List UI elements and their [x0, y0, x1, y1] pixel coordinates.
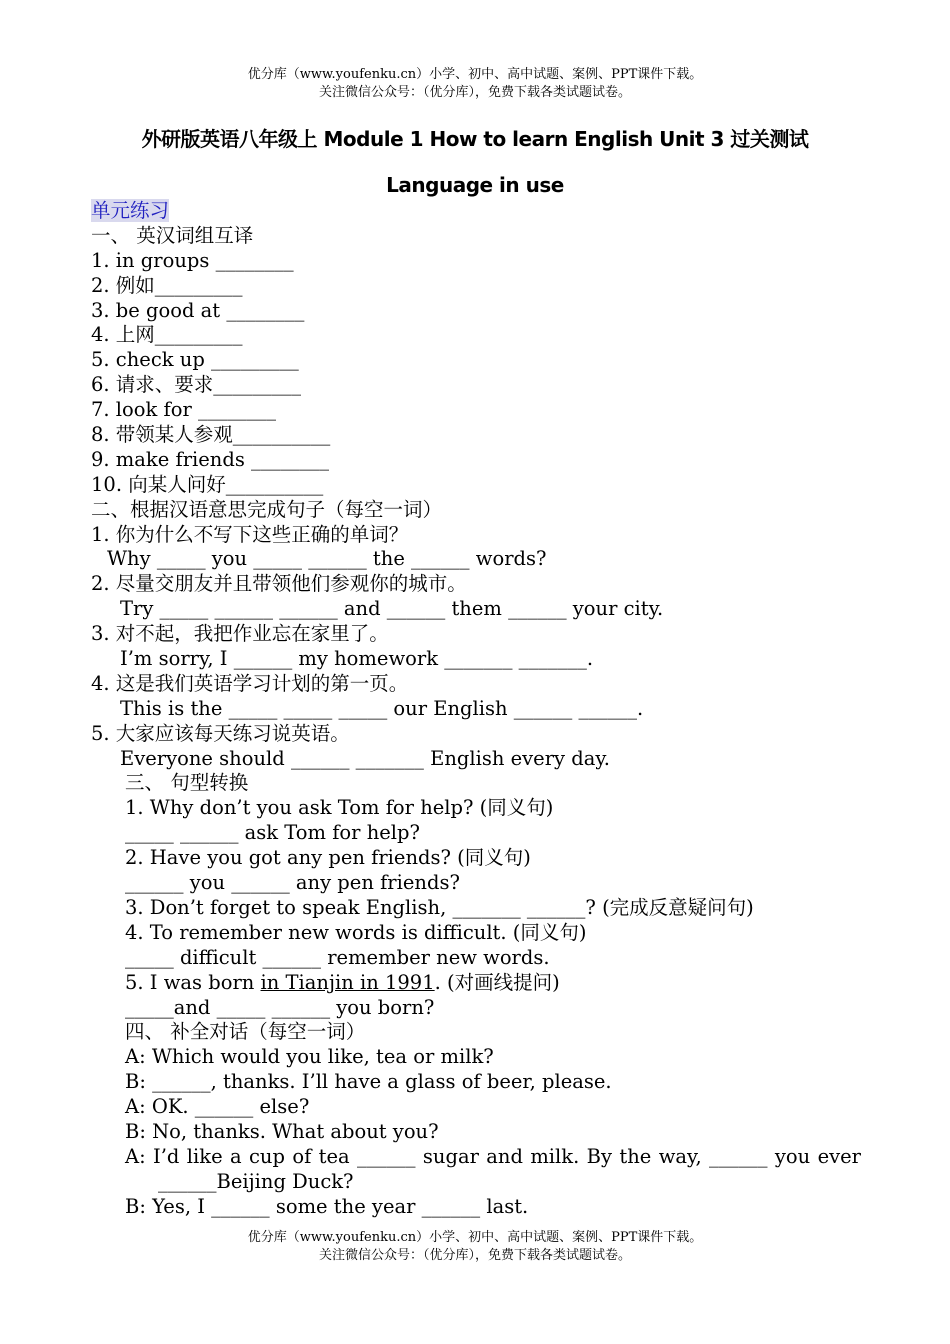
transform-answer: _____and _____ ______ you born? — [125, 995, 435, 1019]
dialogue-line: A: OK. ______ else? — [125, 1095, 310, 1119]
sentence-blank: I’m sorry, I ______ my homework _______ _______. — [120, 647, 594, 671]
worksheet-body — [91, 199, 861, 1220]
dialogue-line: B: No, thanks. What about you? — [125, 1119, 439, 1143]
dialogue-line: B: Yes, I ______ some the year ______ last. — [125, 1194, 529, 1218]
section-1-heading: 一、 英汉词组互译 — [91, 223, 254, 247]
list-item: 6. 请求、要求_________ — [91, 373, 302, 397]
sentence-blank: Try _____ ______ ______ and ______ them ______ your city. — [120, 597, 664, 621]
section-4-heading: 四、 补全对话（每空一词） — [125, 1020, 366, 1044]
transform-answer: _____ difficult ______ remember new words. — [125, 945, 550, 969]
header-line-2: 关注微信公众号：（优分库），免费下载各类试题试卷。 — [318, 85, 631, 100]
list-item: 8. 带领某人参观__________ — [91, 423, 331, 447]
question-prefix: 5. I was born — [125, 970, 261, 994]
transform-question — [91, 971, 861, 996]
transform-question: 3. Don’t forget to speak English, _______ ______? (完成反意疑问句) — [125, 895, 754, 919]
section-2-heading: 二、根据汉语意思完成句子（每空一词） — [91, 497, 443, 521]
page-subtitle: Language in use — [386, 173, 564, 197]
sentence-chinese: 4. 这是我们英语学习计划的第一页。 — [91, 671, 409, 695]
question-suffix: . (对画线提问) — [434, 970, 560, 994]
unit-label: 单元练习 — [91, 199, 170, 222]
sentence-blank: Everyone should ______ _______ English every day. — [120, 746, 610, 770]
dialogue-line: A: Which would you like, tea or milk? — [125, 1045, 494, 1069]
transform-question: 4. To remember new words is difficult. (同义句) — [125, 920, 587, 944]
list-item: 10. 向某人问好__________ — [91, 472, 324, 496]
footer-line-2: 关注微信公众号：（优分库），免费下载各类试题试卷。 — [318, 1248, 631, 1263]
page-title: 外研版英语八年级上 Module 1 How to learn English Unit 3 过关测试 — [141, 127, 809, 151]
underlined-phrase: in Tianjin in 1991 — [260, 970, 435, 994]
transform-answer: _____ ______ ask Tom for help? — [125, 821, 420, 845]
transform-question: 2. Have you got any pen friends? (同义句) — [125, 846, 531, 870]
footer-line-1: 优分库（www.youfenku.cn）小学、初中、高中试题、案例、PPT课件下载。 — [247, 1230, 703, 1245]
page-footer — [0, 1229, 950, 1265]
list-item: 1. in groups ________ — [91, 248, 294, 272]
dialogue-line: B: ______, thanks. I’ll have a glass of beer, please. — [125, 1070, 612, 1094]
sentence-blank: This is the _____ _____ _____ our English ______ ______. — [120, 696, 644, 720]
header-line-1: 优分库（www.youfenku.cn）小学、初中、高中试题、案例、PPT课件下载。 — [247, 67, 703, 82]
sentence-chinese: 3. 对不起，我把作业忘在家里了。 — [91, 622, 389, 646]
sentence-chinese: 1. 你为什么不写下这些正确的单词？ — [91, 522, 409, 546]
sentence-chinese: 2. 尽量交朋友并且带领他们参观你的城市。 — [91, 572, 467, 596]
sentence-blank: Why _____ you _____ ______ the ______ words? — [107, 547, 547, 571]
list-item: 5. check up _________ — [91, 348, 299, 372]
page-header — [0, 66, 950, 102]
section-3-heading: 三、 句型转换 — [125, 771, 249, 795]
sentence-chinese: 5. 大家应该每天练习说英语。 — [91, 721, 350, 745]
transform-answer: ______ you ______ any pen friends? — [125, 871, 460, 895]
list-item: 7. look for ________ — [91, 398, 277, 422]
dialogue-line: A: I’d like a cup of tea ______ sugar and milk. By the way, ______ you ever ______Beijing Duck? — [125, 1144, 861, 1193]
list-item: 3. be good at ________ — [91, 298, 305, 322]
transform-question: 1. Why don’t you ask Tom for help? (同义句) — [125, 796, 554, 820]
list-item: 4. 上网_________ — [91, 323, 243, 347]
list-item: 9. make friends ________ — [91, 447, 330, 471]
list-item: 2. 例如_________ — [91, 273, 243, 297]
